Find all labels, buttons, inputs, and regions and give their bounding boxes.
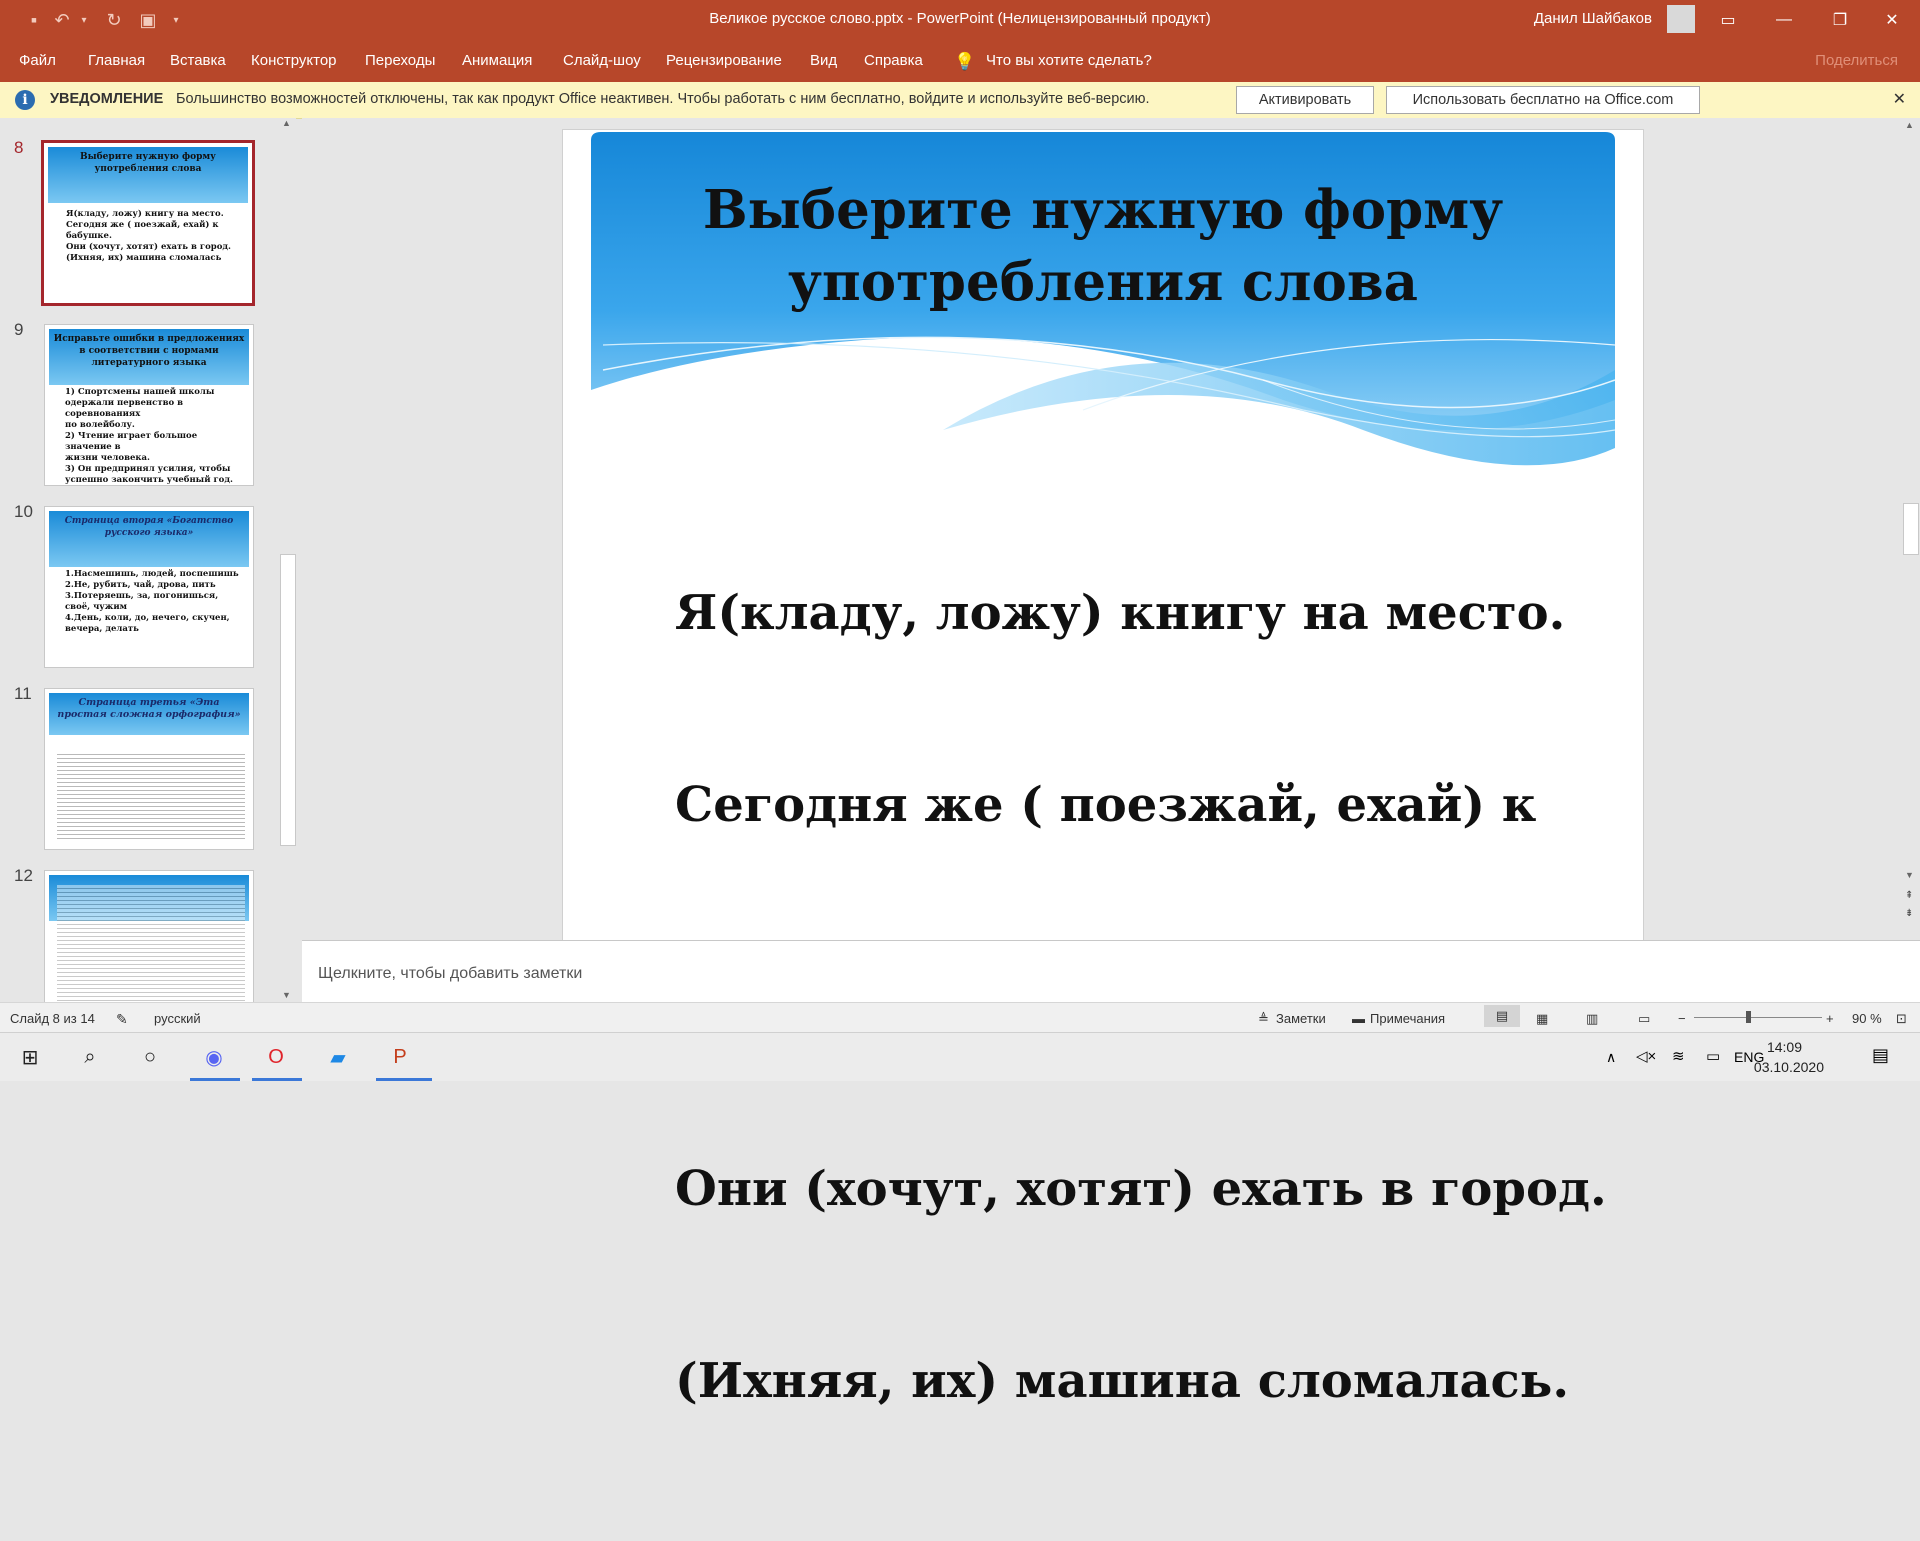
zoom-in-icon[interactable]: + <box>1826 1011 1834 1026</box>
volume-icon[interactable]: ◁× <box>1636 1048 1657 1065</box>
scroll-up-icon[interactable]: ▲ <box>1905 120 1914 130</box>
notes-button[interactable]: Заметки <box>1276 1011 1326 1026</box>
notification-title: УВЕДОМЛЕНИЕ <box>50 91 164 107</box>
slide-thumbnail-9[interactable] <box>44 324 254 486</box>
slide-thumbnail-10[interactable] <box>44 506 254 668</box>
slide-title-text: Выберите нужную форму употребления слова <box>702 179 1504 313</box>
user-name[interactable]: Данил Шайбаков <box>1533 10 1652 27</box>
document-title: Великое русское слово.pptx - PowerPoint (Нелицензированный продукт) <box>709 10 1211 27</box>
thumbnail-scrollbar[interactable] <box>280 118 296 1002</box>
info-icon: i <box>15 90 35 110</box>
tab-view[interactable]: Вид <box>810 52 838 69</box>
computer-app-icon[interactable]: ▰ <box>330 1046 346 1069</box>
reading-view-icon[interactable]: ▥ <box>1586 1011 1599 1026</box>
customize-qat-icon[interactable]: ▾ <box>173 14 179 26</box>
undo-dropdown-icon[interactable]: ▾ <box>81 14 87 26</box>
tab-file[interactable]: Файл <box>19 52 56 69</box>
slide-thumbnail-8[interactable] <box>41 140 255 306</box>
previous-slide-icon[interactable]: ⇞ <box>1905 890 1914 901</box>
thumbnail-title: Страница вторая «Богатство русского языка» <box>64 516 234 538</box>
slide-sorter-icon[interactable]: ▦ <box>1536 1011 1549 1026</box>
slideshow-from-start-icon[interactable]: ▣ <box>139 9 157 30</box>
body-line: Они (хочут, хотят) ехать в город. <box>675 1161 1607 1217</box>
thumbnail-small-text <box>57 885 245 1015</box>
body-line: Я(кладу, ложу) книгу на место. <box>675 585 1566 641</box>
use-free-office-button[interactable]: Использовать бесплатно на Office.com <box>1386 86 1700 114</box>
discord-icon[interactable]: ◉ <box>205 1046 223 1069</box>
battery-icon[interactable]: ▭ <box>1706 1048 1721 1065</box>
comments-icon[interactable]: ▬ <box>1352 1011 1365 1026</box>
scroll-up-icon[interactable]: ▲ <box>282 118 291 128</box>
opera-icon[interactable]: O <box>268 1045 284 1068</box>
thumbnail-body: 1) Спортсмены нашей школы одержали первенство в соревнованиях по волейболу. 2) Чтение играет большое значение в жизни человека. 3) Он предпринял усилия, чтобы успешно закончить учебный год. <box>65 387 233 485</box>
thumbnail-title: Страница третья «Эта простая сложная орфография» <box>57 697 241 720</box>
search-icon[interactable]: ⌕ <box>84 1045 96 1068</box>
slide-thumbnail-pane <box>0 118 296 1002</box>
zoom-out-icon[interactable]: − <box>1678 1011 1686 1026</box>
tab-home[interactable]: Главная <box>88 52 146 69</box>
status-bar <box>0 1002 1920 1033</box>
next-slide-icon[interactable]: ⇟ <box>1905 908 1914 919</box>
restore-icon[interactable]: ❐ <box>1832 12 1848 29</box>
powerpoint-icon[interactable]: P <box>393 1045 407 1068</box>
thumbnail-number: 11 <box>14 684 32 703</box>
thumbnail-number: 8 <box>14 138 24 157</box>
language-indicator[interactable]: русский <box>154 1011 201 1026</box>
tab-help[interactable]: Справка <box>864 52 923 69</box>
activate-button[interactable]: Активировать <box>1236 86 1374 114</box>
notification-text: Большинство возможностей отключены, так как продукт Office неактивен. Чтобы работать с ним бесплатно, войдите и используйте веб-версию. <box>176 91 1150 107</box>
clock-time[interactable]: 14:09 <box>1766 1039 1802 1055</box>
slide-counter: Слайд 8 из 14 <box>10 1011 95 1026</box>
body-line: (Ихняя, их) машина сломалась. <box>675 1353 1570 1409</box>
scroll-down-icon[interactable]: ▼ <box>282 990 291 1000</box>
slide-thumbnail-11[interactable] <box>44 688 254 850</box>
thumbnail-body: Я(кладу, ложу) книгу на место. Сегодня же ( поезжай, ехай) к бабушке. Они (хочут, хотят) ехать в город. (Ихняя, их) машина сломалась <box>66 209 231 263</box>
notes-icon[interactable]: ≜ <box>1258 1011 1269 1026</box>
input-language[interactable]: ENG <box>1734 1049 1765 1065</box>
thumbnail-body: 1.Насмешишь, людей, поспешишь 2.Не, рубить, чай, дрова, пить 3.Потеряешь, за, погонишься, своё, чужим 4.День, коли, до, нечего, скучен, вечера, делать <box>65 569 239 634</box>
save-icon[interactable]: ▪ <box>30 9 38 30</box>
tab-slideshow[interactable]: Слайд-шоу <box>563 52 641 69</box>
zoom-slider[interactable] <box>1694 1017 1822 1018</box>
slide-scrollbar[interactable] <box>1900 118 1920 934</box>
slideshow-view-icon[interactable]: ▭ <box>1638 1011 1651 1026</box>
slide-title[interactable] <box>563 174 1643 318</box>
tab-design[interactable]: Конструктор <box>251 52 337 69</box>
thumbnail-title: Исправьте ошибки в предложениях в соответствии с нормами литературного языка <box>53 334 245 368</box>
notifications-icon[interactable]: ▤ <box>1872 1045 1890 1065</box>
windows-taskbar <box>0 1032 1920 1081</box>
thumbnail-small-text <box>57 751 245 841</box>
zoom-level[interactable]: 90 % <box>1852 1011 1882 1026</box>
normal-view-icon[interactable]: ▤ <box>1484 1005 1520 1027</box>
lightbulb-icon: 💡 <box>954 52 976 71</box>
notes-pane[interactable] <box>302 940 1920 1003</box>
ribbon-tabs <box>0 40 1920 82</box>
tell-me-search[interactable]: Что вы хотите сделать? <box>986 52 1152 69</box>
tab-review[interactable]: Рецензирование <box>666 52 782 69</box>
notification-bar <box>0 82 1920 119</box>
ribbon-display-options-icon[interactable]: ▭ <box>1720 12 1736 29</box>
avatar[interactable] <box>1667 5 1695 33</box>
share-button[interactable]: Поделиться <box>1815 52 1898 69</box>
show-hidden-icons-icon[interactable]: ∧ <box>1606 1049 1617 1065</box>
comments-button[interactable]: Примечания <box>1370 1011 1446 1026</box>
zoom-slider-handle[interactable] <box>1746 1011 1751 1023</box>
thumbnail-number: 12 <box>14 866 33 885</box>
tab-animations[interactable]: Анимация <box>462 52 533 69</box>
close-notification-icon[interactable]: ✕ <box>1892 91 1906 108</box>
body-line: Сегодня же ( поезжай, ехай) к <box>675 777 1537 833</box>
undo-icon[interactable]: ↶ <box>54 9 70 30</box>
thumbnail-title: Выберите нужную форму употребления слова <box>80 152 216 174</box>
minimize-icon[interactable]: — <box>1776 11 1792 28</box>
redo-icon[interactable]: ↻ <box>106 9 122 30</box>
scroll-down-icon[interactable]: ▼ <box>1905 870 1914 880</box>
spelling-check-icon[interactable]: ✎ <box>116 1011 128 1027</box>
fit-to-window-icon[interactable]: ⊡ <box>1896 1011 1907 1026</box>
scrollbar-thumb[interactable] <box>280 554 296 846</box>
thumbnail-number: 9 <box>14 320 24 339</box>
thumbnail-number: 10 <box>14 502 33 521</box>
tab-insert[interactable]: Вставка <box>170 52 226 69</box>
clock-date[interactable]: 03.10.2020 <box>1753 1059 1824 1075</box>
wifi-icon[interactable]: ≋ <box>1672 1048 1685 1065</box>
tab-transitions[interactable]: Переходы <box>365 52 436 69</box>
close-icon[interactable]: ✕ <box>1885 12 1899 29</box>
scrollbar-thumb[interactable] <box>1903 503 1919 555</box>
windows-start-icon[interactable]: ⊞ <box>21 1046 39 1069</box>
notes-placeholder: Щелкните, чтобы добавить заметки <box>318 965 583 982</box>
task-view-icon[interactable]: ○ <box>143 1045 157 1068</box>
title-bar <box>0 0 1920 40</box>
